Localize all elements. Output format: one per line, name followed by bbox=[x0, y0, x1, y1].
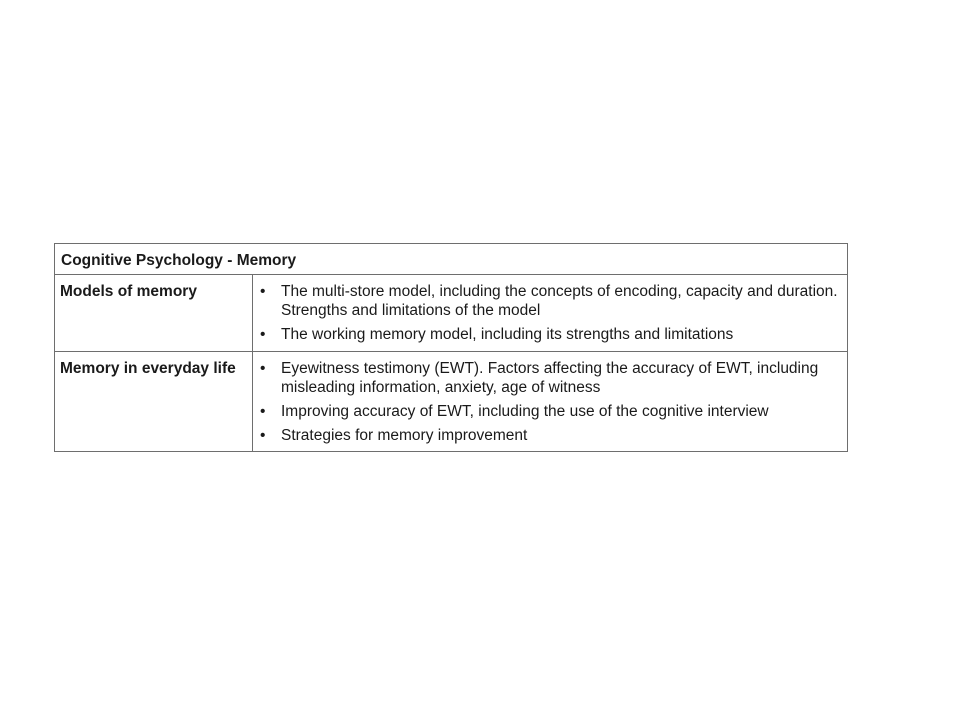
table-title: Cognitive Psychology - Memory bbox=[55, 244, 848, 275]
table-row-models-of-memory bbox=[55, 275, 848, 352]
bullet-icon: • bbox=[260, 360, 266, 377]
bullet-icon: • bbox=[260, 403, 266, 420]
topic-label: Memory in everyday life bbox=[55, 352, 253, 452]
list-item bbox=[257, 359, 839, 397]
bullet-list bbox=[257, 282, 839, 344]
table-header-row bbox=[55, 244, 848, 275]
table-row-memory-in-everyday-life bbox=[55, 352, 848, 452]
list-item bbox=[257, 325, 839, 344]
list-item-text: The working memory model, including its strengths and limitations bbox=[281, 326, 734, 343]
bullet-list bbox=[257, 359, 839, 445]
topic-content bbox=[253, 352, 848, 452]
list-item-text: Improving accuracy of EWT, including the use of the cognitive interview bbox=[281, 403, 769, 420]
list-item-text: Strategies for memory improvement bbox=[281, 427, 528, 444]
list-item-text: Eyewitness testimony (EWT). Factors affecting the accuracy of EWT, including misleading information, anxiety, age of witness bbox=[281, 360, 819, 396]
list-item-text: The multi-store model, including the concepts of encoding, capacity and duration. Strengths and limitations of the model bbox=[281, 283, 838, 319]
topic-label: Models of memory bbox=[55, 275, 253, 352]
list-item bbox=[257, 402, 839, 421]
specification-table bbox=[54, 243, 848, 452]
bullet-icon: • bbox=[260, 283, 266, 300]
bullet-icon: • bbox=[260, 427, 266, 444]
topic-content bbox=[253, 275, 848, 352]
list-item bbox=[257, 426, 839, 445]
bullet-icon: • bbox=[260, 326, 266, 343]
list-item bbox=[257, 282, 839, 320]
